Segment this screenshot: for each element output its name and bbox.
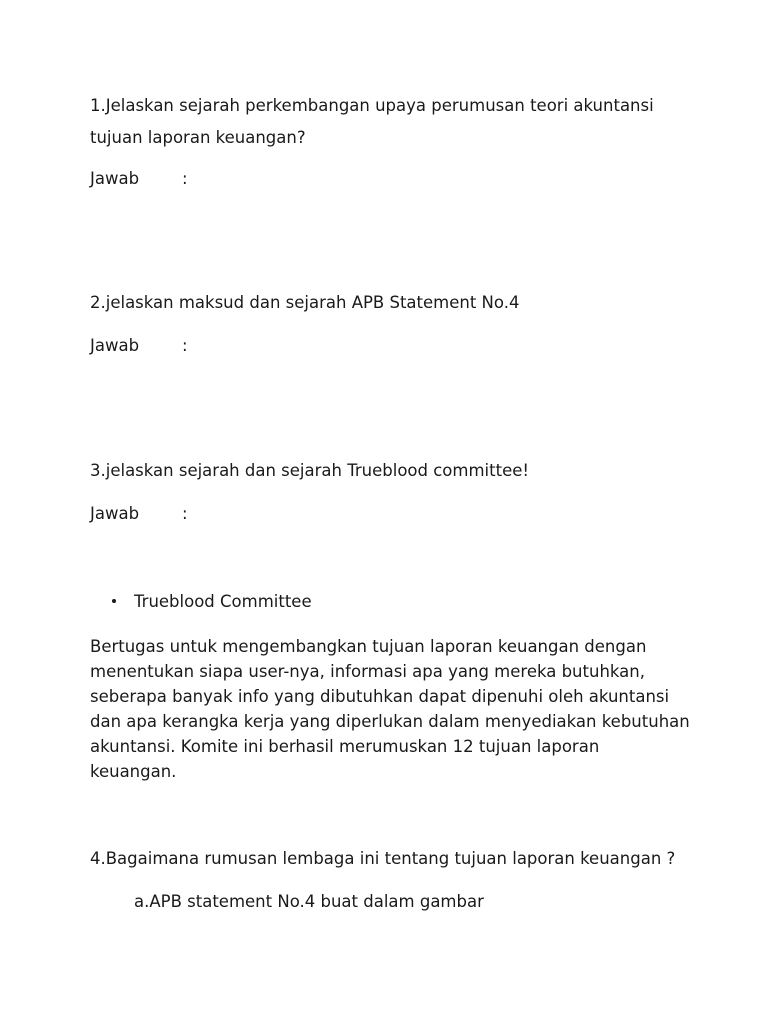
paragraph-line: seberapa banyak info yang dibutuhkan dapat dipenuhi oleh akuntansi [90, 687, 670, 706]
trueblood-paragraph [90, 634, 690, 784]
answer-1-label: Jawab [90, 169, 140, 188]
bullet-icon [112, 599, 116, 603]
question-4-line-1: 4.Bagaimana rumusan lembaga ini tentang tujuan laporan keuangan ? [90, 849, 676, 868]
question-1-line-2: tujuan laporan keuangan? [90, 128, 306, 147]
answer-3-colon: : [182, 504, 188, 523]
paragraph-line: akuntansi. Komite ini berhasil merumuskan 12 tujuan laporan [90, 737, 600, 756]
question-3-line-1: 3.jelaskan sejarah dan sejarah Trueblood committee! [90, 461, 529, 480]
paragraph-line: menentukan siapa user-nya, informasi apa yang mereka butuhkan, [90, 662, 645, 681]
paragraph-line: Bertugas untuk mengembangkan tujuan laporan keuangan dengan [90, 637, 647, 656]
answer-2 [90, 334, 188, 358]
answer-1-colon: : [182, 169, 188, 188]
answer-1 [90, 167, 188, 191]
bullet-item [112, 590, 312, 614]
question-1-line-1: 1.Jelaskan sejarah perkembangan upaya perumusan teori akuntansi [90, 96, 654, 115]
question-2-line-1: 2.jelaskan maksud dan sejarah APB Statement No.4 [90, 293, 520, 312]
paragraph-line: keuangan. [90, 762, 177, 781]
answer-2-colon: : [182, 336, 188, 355]
answer-2-label: Jawab [90, 336, 140, 355]
bullet-text: Trueblood Committee [134, 592, 312, 611]
answer-3 [90, 502, 188, 526]
answer-3-label: Jawab [90, 504, 140, 523]
paragraph-line: dan apa kerangka kerja yang diperlukan dalam menyediakan kebutuhan [90, 712, 690, 731]
question-4-sub-a: a.APB statement No.4 buat dalam gambar [134, 892, 484, 911]
